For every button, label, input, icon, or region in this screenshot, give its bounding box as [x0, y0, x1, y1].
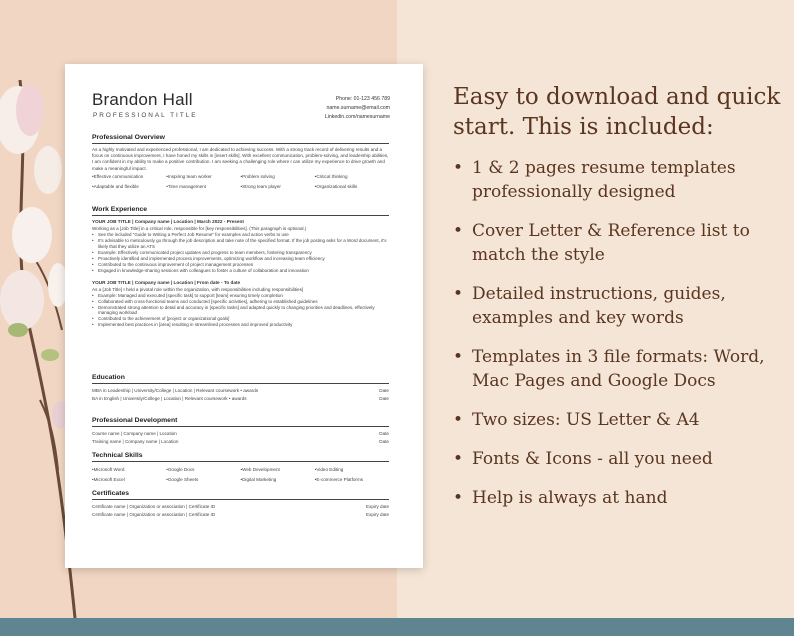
row-detail: MBA in Leadership | University/College | Location | Relevant coursework • awards — [92, 388, 259, 393]
features-headline: Easy to download and quick start. This is included: — [453, 84, 781, 140]
resume-contact — [325, 95, 390, 122]
feature-text: Cover Letter & Reference list to match the style — [472, 221, 750, 265]
row-detail: Course name | Company name | Location — [92, 431, 177, 436]
resume-name: Brandon Hall — [92, 90, 193, 109]
row-detail: Certificate name | Organization or association | Certificate ID — [92, 504, 216, 509]
feature-item — [453, 219, 783, 267]
bullet-icon: • — [453, 284, 464, 304]
features-list — [453, 156, 783, 510]
job-bullet: • See the included "Guide to Writing a Perfect Job Resume" for examples and action verbs to use — [92, 232, 389, 238]
row-date: Date — [379, 431, 389, 436]
job-header: YOUR JOB TITLE | Company name | Location | From date - To date — [92, 279, 241, 285]
feature-item — [453, 282, 783, 330]
feature-text: Two sizes: US Letter & A4 — [472, 410, 700, 430]
skill-item: • Strong team player — [241, 182, 315, 192]
skill-item: • Microsoft Excel — [92, 475, 166, 485]
row-date: Date — [379, 388, 389, 393]
skill-item: • E-commerce Platforms — [315, 475, 389, 485]
row-date: Date — [379, 438, 389, 444]
skill-item: • Microsoft Word — [92, 465, 166, 475]
section-education — [92, 374, 389, 402]
section-development — [92, 417, 389, 445]
skill-item: • Digital Marketing — [241, 475, 315, 485]
bottom-bar — [0, 618, 794, 636]
feature-item — [453, 486, 783, 510]
section-heading: Education — [92, 374, 389, 384]
job-bullet: • Collaborated with cross-functional teams and conducted [specific activities], adhering to established guidelines — [92, 299, 389, 305]
row-date: Expiry date — [366, 504, 389, 509]
feature-text: 1 & 2 pages resume templates professionally designed — [472, 158, 736, 202]
bullet-icon: • — [453, 488, 464, 508]
skill-item: • Time management — [166, 182, 240, 192]
skill-item: • Critical thinking — [315, 172, 389, 182]
overview-paragraph: As a highly motivated and experienced professional, I am dedicated to achieving success. With a strong track record of delivering results and a focus on continuous improvement, I have honed my skills in [insert skills]. With excellent communication, problem-solving, and leadership abilities, I am confident in my ability to make a positive contribution. I am seeking a challenging role where I can utilize my experience to drive growth and make a meaningful impact. — [92, 147, 389, 171]
feature-item — [453, 345, 783, 393]
skill-item: • Inspiring team worker — [166, 172, 240, 182]
job-header: YOUR JOB TITLE | Company name | Location | March 2022 - Present — [92, 219, 244, 224]
resume-professional-title: PROFESSIONAL TITLE — [93, 112, 198, 119]
features-panel — [453, 82, 783, 525]
feature-text: Templates in 3 file formats: Word, Mac Pages and Google Docs — [472, 347, 765, 391]
education-row — [92, 395, 389, 403]
job-bullet: • Contributed to the achievement of [project or organizational goals] — [92, 316, 389, 322]
skill-item: • Adaptable and flexible — [92, 182, 166, 192]
row-detail: BA in English | University/College | Location | Relevant coursework • awards — [92, 395, 247, 401]
resume-phone: Phone: 01-123 456 789 — [335, 96, 390, 102]
section-experience — [92, 206, 389, 328]
education-row — [92, 387, 389, 395]
job-intro: As a [Job Title] I held a pivotal role within the organization, with responsibilities including responsibilities] — [92, 286, 304, 292]
section-technical-skills — [92, 452, 389, 485]
bullet-icon: • — [453, 410, 464, 430]
row-detail: Certificate name | Organization or association | Certificate ID — [92, 511, 216, 517]
job-bullet: • It's advisable to meticulously go through the job description and take note of the specified format. If the job posting asks for a Word document, it's likely that they utilize an ATS — [92, 238, 389, 250]
development-row — [92, 438, 389, 446]
bullet-icon: • — [453, 347, 464, 367]
job-bullet: • Engaged in knowledge-sharing sessions with colleagues to foster a culture of collaboration and innovation — [92, 268, 389, 274]
feature-item — [453, 156, 783, 204]
job-intro: Working as a [Job Title] in a critical role, responsible for [key responsibilities]. (This paragraph is optional.) — [92, 226, 307, 231]
resume-linkedin: Linkedin.com/namesurname — [324, 114, 390, 120]
resume-email: name.surname@email.com — [326, 105, 390, 111]
job-bullet: • Example: Effectively communicated project updates and progress to team members, fostering transparency — [92, 250, 389, 256]
job-bullet: • Implemented best practices in [area] resulting in streamlined processes and improved productivity — [92, 322, 389, 328]
section-overview — [92, 134, 389, 192]
skill-item: • Google Sheets — [166, 475, 240, 485]
section-heading: Professional Overview — [92, 134, 389, 144]
section-heading: Professional Development — [92, 417, 389, 427]
feature-item — [453, 447, 783, 471]
bullet-icon: • — [453, 221, 464, 241]
section-heading: Technical Skills — [92, 452, 389, 462]
certificate-row — [92, 503, 389, 511]
skill-item: • Problem solving — [241, 172, 315, 182]
certificate-row — [92, 511, 389, 519]
job-bullet: • Proactively identified and implemented process improvements, optimizing workflow and increasing team efficiency — [92, 256, 389, 262]
feature-text: Help is always at hand — [472, 488, 668, 508]
bullet-icon: • — [453, 158, 464, 178]
skill-item: • Effective communication — [92, 172, 166, 182]
feature-text: Fonts & Icons - all you need — [472, 449, 713, 469]
skill-item: • Google Docs — [166, 465, 240, 475]
skill-item: • Organizational skills — [315, 182, 389, 192]
skill-item: • Web Development — [241, 465, 315, 475]
job-bullet: • Contributed to the continuous improvement of project management processes — [92, 262, 389, 268]
skill-item: • Video Editing — [315, 465, 389, 475]
overview-skills — [92, 172, 389, 192]
feature-text: Detailed instructions, guides, examples and key words — [472, 284, 726, 328]
development-row — [92, 430, 389, 438]
bullet-icon: • — [453, 449, 464, 469]
section-certificates — [92, 490, 389, 518]
feature-item — [453, 408, 783, 432]
job-bullet: • Demonstrated strong attention to detail and accuracy in [specific tasks] and adapted quickly to changing priorities and deadlines, effectively managing workload — [92, 305, 389, 317]
row-detail: Training name | Company name | Location — [92, 438, 179, 444]
resume-preview — [65, 64, 423, 568]
section-heading: Certificates — [92, 490, 389, 500]
row-date: Expiry date — [366, 511, 389, 517]
section-heading: Work Experience — [92, 206, 389, 216]
row-date: Date — [379, 395, 389, 401]
job-bullet: • Example: Managed and executed [specific task] to support [team] ensuring timely completion — [92, 293, 389, 299]
technical-skills-grid — [92, 465, 389, 485]
